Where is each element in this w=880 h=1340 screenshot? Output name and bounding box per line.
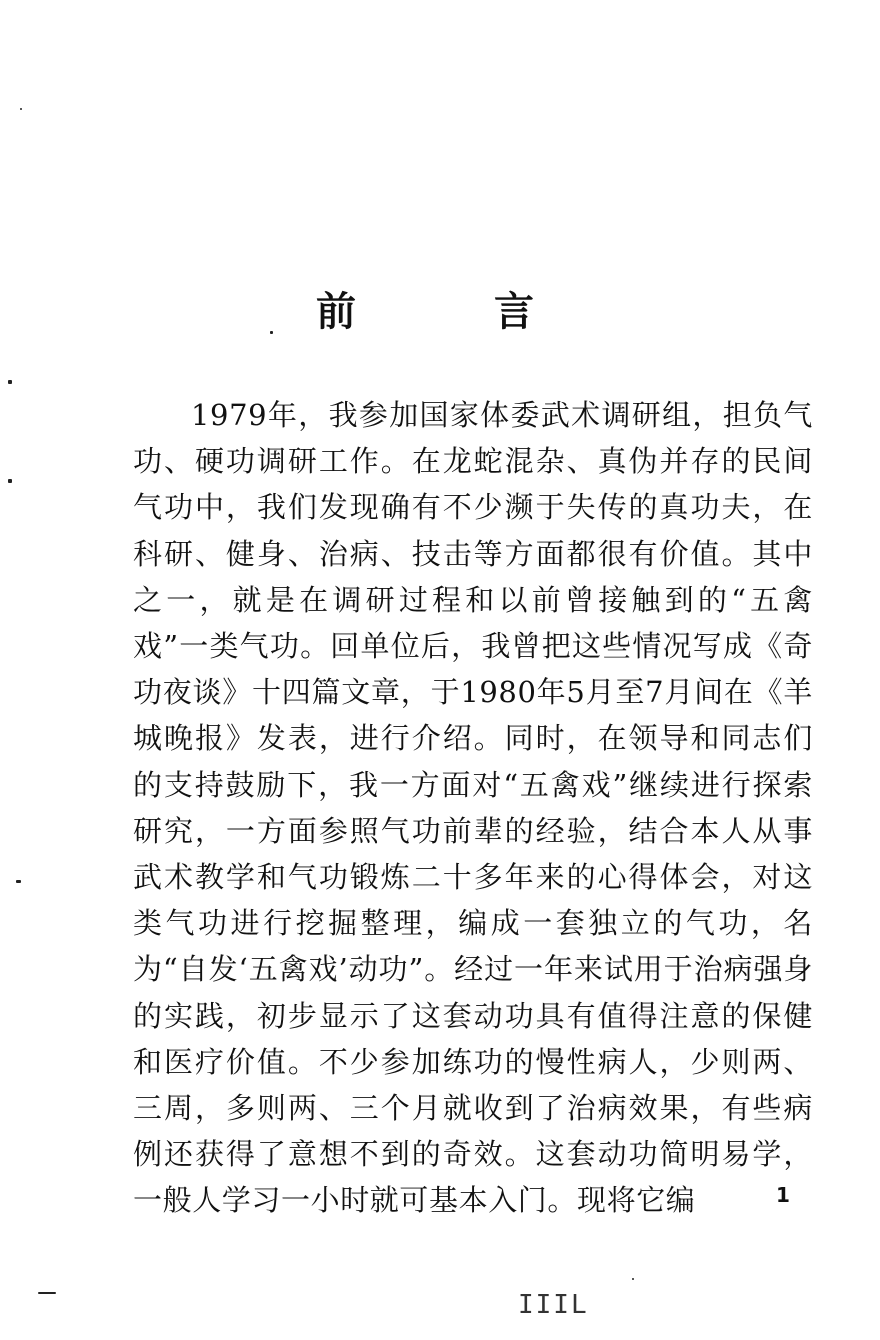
scan-speck — [270, 331, 273, 334]
scan-speck — [8, 479, 12, 483]
preface-paragraph: 1979年，我参加国家体委武术调研组，担负气功、硬功调研工作。在龙蛇混杂、真伪并存的民间气功中，我们发现确有不少濒于失传的真功夫，在科研、健身、治病、技击等方面都很有价值。其中之一，就是在调研过程和以前曾接触到的“五禽戏”一类气功。回单位后，我曾把这些情况写成《奇功夜谈》十四篇文章，于1980年5月至7月间在《羊城晚报》发表，进行介绍。同时，在领导和同志们的支持鼓励下，我一方面对“五禽戏”继续进行探索研究，一方面参照气功前辈的经验，结合本人从事武术教学和气功锻炼二十多年来的心得体会，对这类气功进行挖掘整理，编成一套独立的气功，名为“自发‘五禽戏’动功”。经过一年来试用于治病强身的实践，初步显示了这套动功具有值得注意的保健和医疗价值。不少参加练功的慢性病人，少则两、三周，多则两、三个月就收到了治病效果，有些病例还获得了意想不到的奇效。这套动功简明易学，一般人学习一小时就可基本入门。现将它编 — [133, 398, 813, 1218]
page-title: 前 言 — [316, 288, 596, 335]
scan-speck — [20, 108, 22, 110]
scan-speck — [8, 380, 12, 384]
scan-artifact-mark: IIIL — [518, 1290, 589, 1320]
scan-speck — [632, 1278, 634, 1280]
scan-speck — [16, 880, 21, 883]
scan-speck — [38, 1292, 56, 1294]
page-number: 1 — [776, 1183, 790, 1207]
